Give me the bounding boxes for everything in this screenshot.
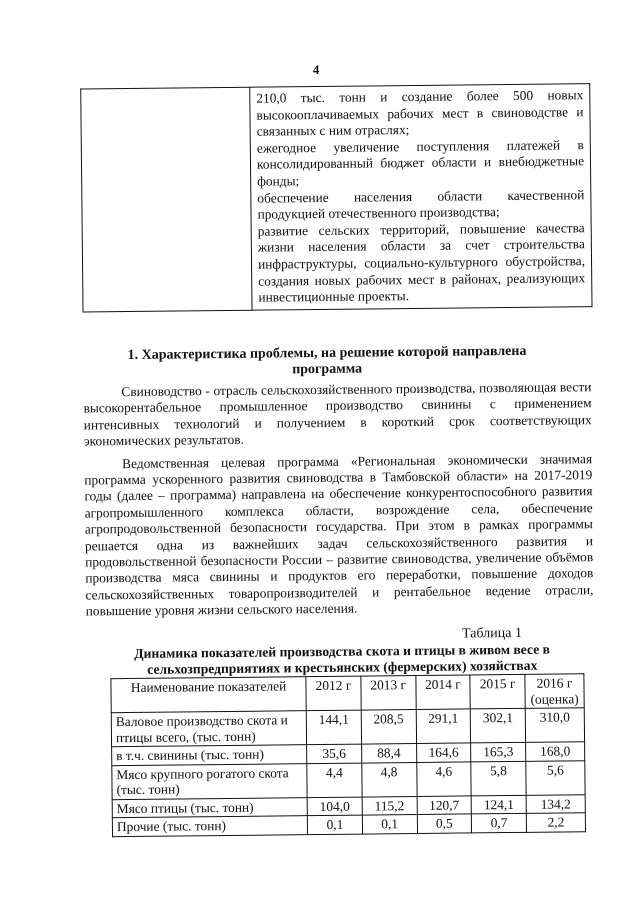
page-number: 4: [312, 61, 320, 78]
header-cell: 2016 г (оценка): [525, 674, 584, 709]
table-cell: 134,2: [526, 794, 585, 813]
section-heading: 1. Характеристика проблемы, на решение которой направлена программа: [127, 343, 527, 378]
table-cell: 164,6: [416, 743, 471, 762]
table-cell: 168,0: [526, 742, 585, 761]
table-cell: 0,5: [417, 814, 472, 833]
table-cell: 4,4: [307, 763, 362, 798]
goals-item: ежегодное увеличение поступления платежей в консолидированный бюджет области и внебюджетные фонды;: [256, 137, 585, 189]
table-cell: 88,4: [361, 744, 416, 763]
table-cell: 115,2: [362, 796, 417, 815]
header-cell: 2015 г: [470, 674, 525, 709]
table-cell: 104,0: [307, 797, 362, 816]
table-cell: 4,6: [416, 761, 471, 796]
paragraph: Ведомственная целевая программа «Региональная экономически значимая программа ускоренного развития свиноводства в Тамбовской области» на 2017-2019 годы (далее – программа) направлена на обеспечение конкурентоспособного развития агропромышленного комплекса области, возрождение села, обеспечение агропродовольственной безопасности государства. При этом в рамках программы решается одна из важнейших задач сельскохозяйственного развития и продовольственной безопасности России – развитие свиноводства, увеличение объёмов производства мяса свинины и продуктов его переработки, повышение доходов сельскохозяйственных товаропроизводителей и рентабельное ведение отрасли, повышение уровня жизни сельского населения.: [84, 450, 594, 619]
table-cell: 5,8: [471, 761, 526, 796]
table-cell: 0,1: [362, 815, 417, 834]
row-label: Мясо птицы (тыс. тонн): [112, 797, 307, 818]
table-cell: 310,0: [525, 708, 584, 743]
goals-item: обеспечение населения области качественной продукцией отечественного производства;: [257, 186, 585, 222]
header-cell: Наименование показателей: [111, 677, 306, 713]
row-label: Валовое производство скота и птицы всего, (тыс. тонн): [111, 711, 306, 747]
paragraph: Свиноводство - отрасль сельскохозяйственного производства, позволяющая вести высокорентабельное промышленное производство свинины с применением интенсивных технологий и получением в короткий срок соответствующих экономических результатов.: [83, 379, 592, 449]
table-cell: 2,2: [526, 813, 585, 832]
table-cell: 124,1: [471, 795, 526, 814]
goals-item: развитие сельских территорий, повышение качества жизни населения области за счет строительства инфраструктуры, социально-культурного обустройства, создания новых рабочих мест в районах, реализующих инвестиционные проекты.: [257, 219, 586, 305]
table-row: [112, 760, 585, 799]
table-header-row: [111, 674, 584, 713]
body-text: [83, 379, 593, 620]
table-cell: 5,6: [526, 760, 585, 795]
production-table: [110, 673, 586, 836]
header-cell: 2012 г: [306, 676, 361, 711]
table-cell: 35,6: [307, 744, 362, 763]
table-cell: 208,5: [361, 710, 416, 745]
goals-item: 210,0 тыс. тонн и создание более 500 новых высокооплачиваемых рабочих мест в свиноводстве и связанных с ним отраслях;: [256, 87, 584, 139]
table-cell: 291,1: [416, 709, 471, 744]
header-cell: 2014 г: [415, 675, 470, 710]
row-label: Прочие (тыс. тонн): [112, 816, 307, 837]
table-cell: 120,7: [417, 795, 472, 814]
row-label: Мясо крупного рогатого скота (тыс. тонн): [112, 763, 307, 799]
header-cell: 2013 г: [361, 676, 416, 711]
table-cell: 4,8: [362, 762, 417, 797]
row-label: в т.ч. свинины (тыс. тонн): [112, 745, 307, 766]
table-row: [112, 813, 585, 836]
goals-table-left-cell: [81, 87, 252, 311]
table-cell: 0,7: [472, 813, 527, 832]
goals-table-right-cell: [250, 84, 592, 310]
goals-table: [80, 83, 592, 312]
table-cell: 144,1: [306, 710, 361, 745]
table-title: Динамика показателей производства скота и птицы в живом весе в сельхозпредприятиях и крестьянских (фермерских) хозяйствах: [134, 641, 551, 677]
table-cell: 0,1: [307, 815, 362, 834]
table-cell: 165,3: [471, 742, 526, 761]
table-cell: 302,1: [471, 708, 526, 743]
table-number: Таблица 1: [461, 625, 523, 642]
table-row: [111, 708, 584, 747]
